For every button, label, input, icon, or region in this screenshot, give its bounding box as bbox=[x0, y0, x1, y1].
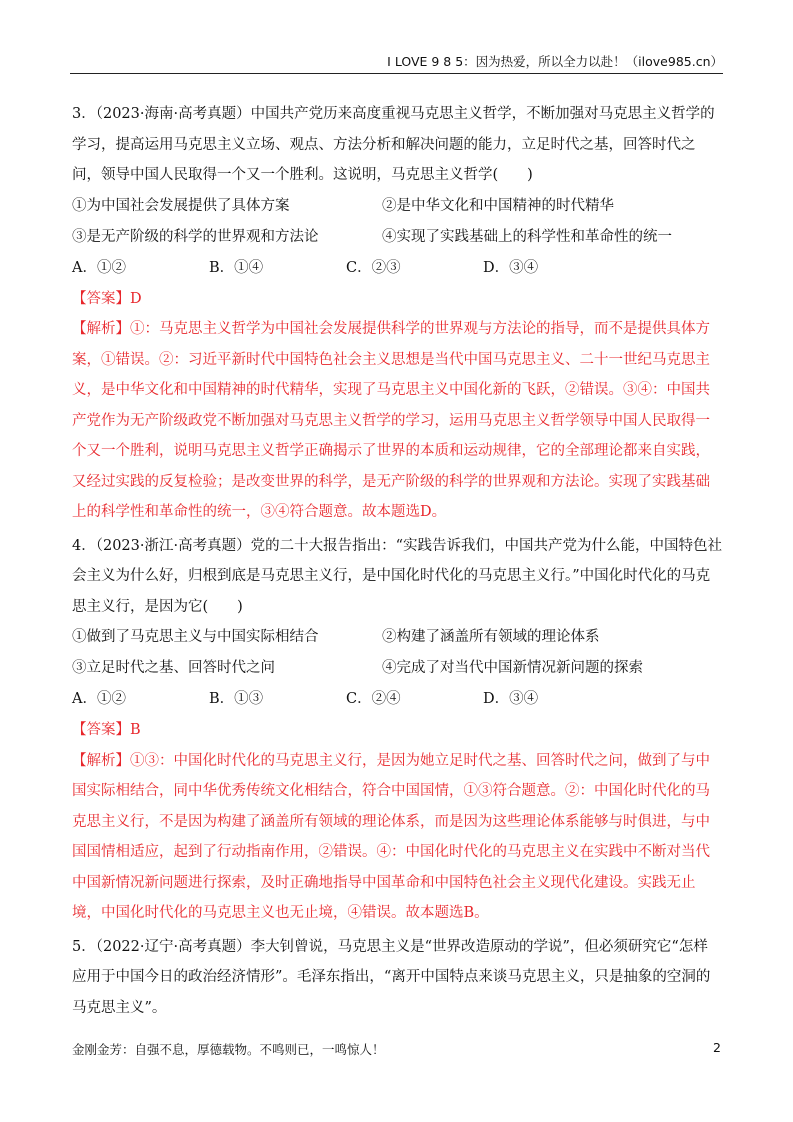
footer-motto: 金刚金芳：自强不息，厚德载物。不鸣则已，一鸣惊人！ bbox=[72, 1042, 385, 1057]
choice-a: A．①② bbox=[72, 259, 126, 276]
answer-label: 【答案】B bbox=[72, 722, 141, 738]
question-5 bbox=[72, 932, 722, 1024]
option-item: ③是无产阶级的科学的世界观和方法论 bbox=[72, 228, 319, 245]
option-item: ③立足时代之基、回答时代之问 bbox=[72, 660, 275, 676]
choice-row bbox=[72, 253, 722, 284]
choice-a: A．①② bbox=[72, 691, 126, 707]
choice-d: D．③④ bbox=[483, 259, 539, 276]
analysis-text: 【解析】①③：中国化时代化的马克思主义行，是因为她立足时代之基、回答时代之问，做到了与中国实际相结合，同中华优秀传统文化相结合，符合中国国情，①③符合题意。②：中国化时代化的马克思主义行，不是因为构建了涵盖所有领域的理论体系，而是因为这些理论体系能够与时俱进，与中国国情相适应，起到了行动指南作用，②错误。④：中国化时代化的马克思主义在实践中不断对当代中国新情况新问题进行探索，及时正确地指导中国革命和中国特色社会主义现代化建设。实践无止境，中国化时代化的马克思主义也无止境，④错误。故本题选B。 bbox=[72, 752, 710, 921]
option-row bbox=[72, 191, 722, 222]
question-4 bbox=[72, 531, 722, 929]
page-number: 2 bbox=[713, 1040, 721, 1055]
choice-d: D．③④ bbox=[483, 691, 539, 707]
option-row bbox=[72, 653, 722, 684]
header-divider bbox=[70, 73, 723, 74]
option-item: ④完成了对当代中国新情况新问题的探索 bbox=[382, 660, 643, 676]
question-stem: 3．（2023·海南·高考真题）中国共产党历来高度重视马克思主义哲学，不断加强对马克思主义哲学的学习，提高运用马克思主义立场、观点、方法分析和解决问题的能力，立足时代之基，回答时代之问，领导中国人民取得一个又一个胜利。这说明，马克思主义哲学( ) bbox=[72, 106, 715, 183]
option-row bbox=[72, 222, 722, 253]
option-item: ②构建了涵盖所有领域的理论体系 bbox=[382, 629, 600, 645]
choice-b: B．①③ bbox=[209, 691, 264, 707]
option-item: ①做到了马克思主义与中国实际相结合 bbox=[72, 629, 319, 645]
question-stem: 5．（2022·辽宁·高考真题）李大钊曾说，马克思主义是“世界改造原动的学说”，但必须研究它“怎样应用于中国今日的政治经济情形”。毛泽东指出，“离开中国特点来谈马克思主义，只是抽象的空洞的马克思主义”。 bbox=[72, 938, 711, 1016]
question-3 bbox=[72, 99, 722, 528]
answer-label: 【答案】D bbox=[72, 290, 142, 307]
choice-c: C．②③ bbox=[346, 259, 401, 276]
choice-row bbox=[72, 684, 722, 715]
option-item: ②是中华文化和中国精神的时代精华 bbox=[382, 197, 614, 214]
choice-c: C．②④ bbox=[346, 691, 401, 707]
analysis-text: 【解析】①：马克思主义哲学为中国社会发展提供科学的世界观与方法论的指导，而不是提供具体方案，①错误。②：习近平新时代中国特色社会主义思想是当代中国马克思主义、二十一世纪马克思主义，是中华文化和中国精神的时代精华，实现了马克思主义中国化新的飞跃，②错误。③④：中国共产党作为无产阶级政党不断加强对马克思主义哲学的学习，运用马克思主义哲学领导中国人民取得一个又一个胜利，说明马克思主义哲学正确揭示了世界的本质和运动规律，它的全部理论都来自实践，又经过实践的反复检验；是改变世界的科学，是无产阶级的科学的世界观和方法论。实现了实践基础上的科学性和革命性的统一，③④符合题意。故本题选D。 bbox=[72, 321, 710, 520]
option-item: ①为中国社会发展提供了具体方案 bbox=[72, 197, 290, 214]
option-item: ④实现了实践基础上的科学性和革命性的统一 bbox=[382, 228, 672, 245]
choice-b: B．①④ bbox=[209, 259, 264, 276]
option-row bbox=[72, 622, 722, 653]
page-header: I LOVE 9 8 5：因为热爱，所以全力以赴！（ilove985.cn） bbox=[387, 54, 723, 69]
main-content bbox=[72, 96, 722, 1023]
question-stem: 4．（2023·浙江·高考真题）党的二十大报告指出：“实践告诉我们，中国共产党为什么能，中国特色社会主义为什么好，归根到底是马克思主义行，是中国化时代化的马克思主义行。”中国化时代化的马克思主义行，是因为它( ) bbox=[72, 537, 723, 615]
